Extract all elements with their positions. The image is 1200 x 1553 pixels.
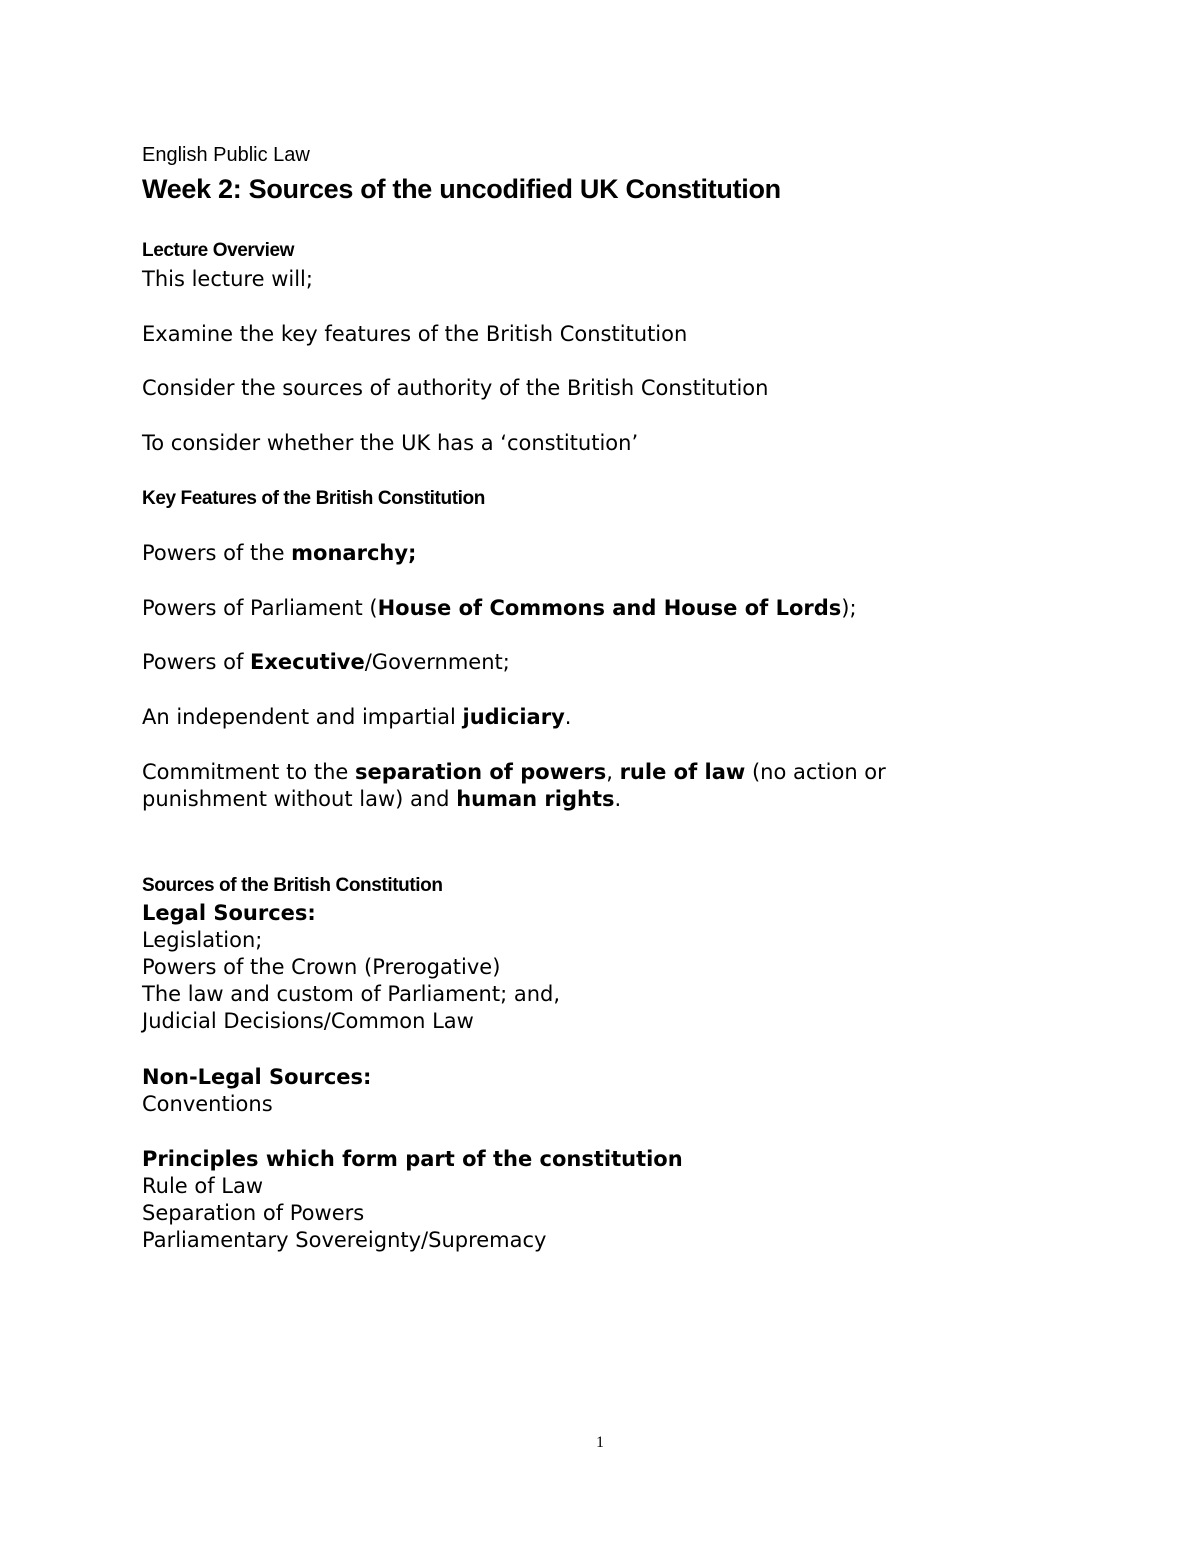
lecture-overview-heading: Lecture Overview <box>142 240 295 261</box>
list-item: The law and custom of Parliament; and, <box>142 982 561 1006</box>
overview-item: To consider whether the UK has a ‘constitution’ <box>142 431 639 455</box>
page-title: Week 2: Sources of the uncodified UK Constitution <box>142 174 781 204</box>
feature-judiciary: An independent and impartial judiciary. <box>142 705 572 729</box>
principles-section <box>142 1146 683 1254</box>
feature-monarchy: Powers of the monarchy; <box>142 541 417 565</box>
feature-commitment: Commitment to the separation of powers, rule of law (no action or punishment without law) and human rights. <box>142 760 886 811</box>
list-item: Separation of Powers <box>142 1201 365 1225</box>
list-item: Rule of Law <box>142 1174 264 1198</box>
key-features-heading: Key Features of the British Constitution <box>142 488 485 509</box>
non-legal-sources-section <box>142 1064 371 1118</box>
list-item: Parliamentary Sovereignty/Supremacy <box>142 1228 547 1252</box>
list-item: Powers of the Crown (Prerogative) <box>142 955 501 979</box>
overview-intro: This lecture will; <box>142 267 313 291</box>
list-item: Legislation; <box>142 928 263 952</box>
overview-item: Examine the key features of the British Constitution <box>142 322 688 346</box>
course-name: English Public Law <box>142 144 310 166</box>
non-legal-sources-heading: Non-Legal Sources: <box>142 1065 372 1089</box>
feature-parliament: Powers of Parliament (House of Commons and House of Lords); <box>142 596 857 620</box>
legal-sources-heading: Legal Sources: <box>142 901 316 925</box>
overview-item: Consider the sources of authority of the British Constitution <box>142 376 769 400</box>
list-item: Conventions <box>142 1092 273 1116</box>
legal-sources-section <box>142 900 560 1035</box>
list-item: Judicial Decisions/Common Law <box>142 1009 474 1033</box>
page-number: 1 <box>596 1434 604 1451</box>
feature-executive: Powers of Executive/Government; <box>142 650 510 674</box>
sources-heading: Sources of the British Constitution <box>142 875 443 896</box>
principles-heading: Principles which form part of the constitution <box>142 1147 683 1171</box>
